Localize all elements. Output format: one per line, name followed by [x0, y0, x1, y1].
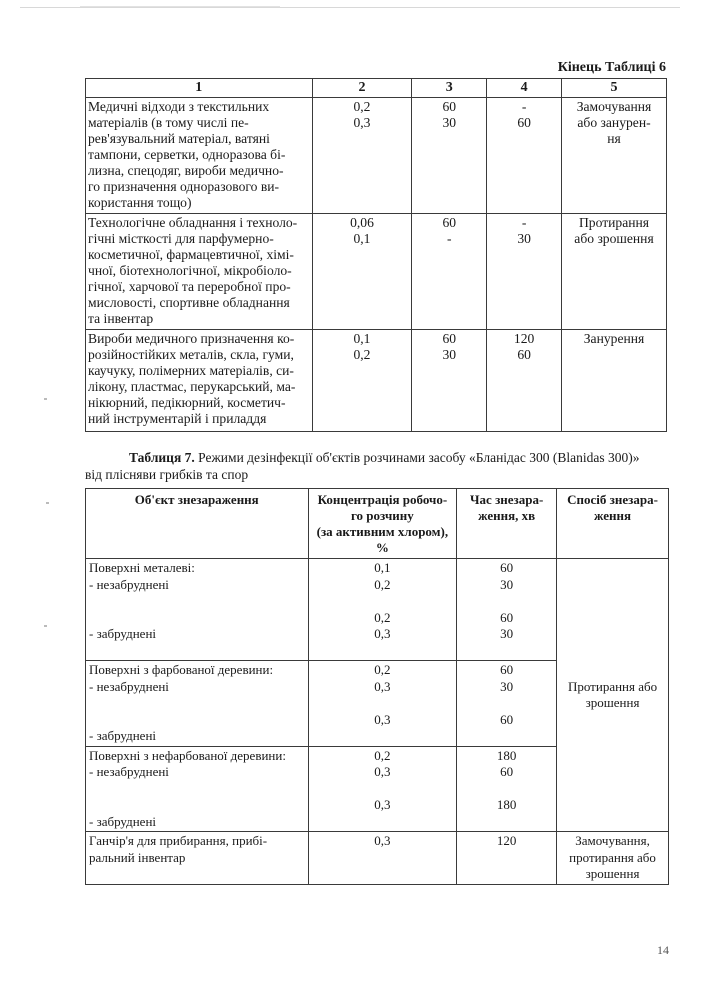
method-cell-line: Протирання або [567, 678, 658, 694]
object-subtype: - незабруднені [89, 576, 169, 592]
method-cell [562, 214, 667, 330]
value-cell-line: - [447, 231, 452, 246]
value-cell-line: 60 [442, 99, 457, 114]
concentration-cell-line: 0,2 [353, 347, 371, 362]
object-cell-line: Вироби медичного призначення ко- [88, 331, 295, 346]
concentration-value: 0,3 [374, 626, 391, 641]
time-cell [457, 661, 557, 747]
object-cell [86, 214, 313, 330]
scan-artifact-mark [44, 625, 47, 627]
table-7-title: Режими дезінфекції об'єктів розчинами засобу «Бланідас 300 (Blanidas 300)» [194, 450, 640, 465]
time-value: 60 [500, 560, 514, 575]
value-cell [412, 98, 487, 214]
time-cell [457, 746, 557, 832]
spacer [312, 593, 454, 610]
concentration-cell-line: 0,1 [353, 331, 371, 346]
header-line: Концентрація робочо- [317, 492, 448, 507]
table-header-row [86, 489, 669, 559]
header-line: го розчину [350, 508, 414, 523]
object-subtype: - забруднені [89, 813, 157, 829]
concentration-value: 0,3 [374, 678, 391, 694]
object-cell-line: Медичні відходи з текстильних [88, 99, 270, 114]
value-cell [487, 214, 562, 330]
method-cell-line: Занурення [583, 331, 645, 346]
scan-artifact-mark [44, 398, 47, 400]
table-7-caption [85, 449, 675, 483]
object-group-title: Поверхні з нефарбованої деревини: [89, 747, 286, 763]
table-row [86, 214, 667, 330]
value-cell-line: - [521, 99, 527, 114]
method-cell-line: або зрошення [574, 231, 654, 246]
spacer [89, 712, 305, 729]
time-value: 30 [500, 678, 514, 694]
object-subtype: - забруднені [89, 626, 157, 641]
time-value: 30 [500, 576, 514, 592]
object-cell-line: користання тощо) [88, 195, 192, 210]
object-cell-line: гічні місткості для парфумерно- [88, 231, 274, 246]
header-line: Час знезара- [470, 492, 544, 507]
concentration-cell-line: 0,2 [353, 99, 371, 114]
concentration-value: 0,3 [374, 711, 391, 727]
method-cell-line: протирання або [569, 849, 656, 865]
scan-artifact-line [20, 7, 680, 8]
concentration-cell [312, 98, 412, 214]
method-cell-line: зрошення [585, 866, 640, 881]
value-cell-line: - [521, 215, 527, 230]
spacer [89, 781, 305, 798]
concentration-cell-line: 0,3 [374, 833, 391, 848]
concentration-cell [308, 832, 457, 885]
header-line: % [375, 540, 389, 555]
spacer [89, 593, 305, 610]
header-line: ження, хв [478, 508, 536, 523]
time-cell [457, 559, 557, 661]
object-cell-line: чної, біотехнологічної, мікробіоло- [88, 263, 292, 278]
object-cell-line: ральний інвентар [89, 849, 186, 865]
object-cell-line: гічної, харчової та переробної про- [88, 279, 291, 294]
column-header: 1 [86, 79, 313, 98]
object-cell [86, 746, 309, 832]
concentration-value: 0,3 [374, 797, 391, 812]
concentration-cell [312, 214, 412, 330]
concentration-cell-line: 0,1 [353, 231, 371, 246]
concentration-value: 0,2 [374, 576, 391, 592]
value-cell [487, 98, 562, 214]
concentration-cell-line: 0,06 [350, 215, 374, 230]
method-cell-line: ня [607, 131, 621, 146]
concentration-cell [308, 559, 457, 661]
object-cell-line: рев'язувальний матеріал, ватяні [88, 131, 270, 146]
object-cell-line: каучуку, полімерних матеріалів, си- [88, 363, 294, 378]
object-cell [86, 330, 313, 432]
object-cell [86, 559, 309, 661]
object-group-title: Поверхні металеві: [89, 560, 195, 575]
method-cell [562, 98, 667, 214]
value-cell-line: 30 [442, 115, 457, 130]
method-cell [557, 559, 669, 832]
object-cell [86, 98, 313, 214]
spacer [312, 695, 454, 712]
spacer [460, 695, 553, 712]
value-cell-line: 120 [513, 331, 535, 346]
table-continuation-label: Кінець Таблиці 6 [557, 60, 666, 75]
scan-artifact-mark [46, 502, 49, 504]
value-cell-line: 60 [517, 115, 531, 130]
time-value: 30 [500, 626, 514, 641]
column-header-time [457, 489, 557, 559]
method-cell [562, 330, 667, 432]
spacer [460, 593, 553, 610]
header-line: Спосіб знезара- [567, 492, 658, 507]
method-cell-line: Протирання [578, 215, 650, 230]
table-row [86, 832, 669, 885]
value-cell [412, 214, 487, 330]
page-number: 14 [657, 943, 669, 957]
spacer [460, 781, 553, 798]
time-value: 180 [496, 747, 517, 763]
spacer [312, 781, 454, 798]
object-cell-line: Технологічне обладнання і техноло- [88, 215, 298, 230]
table-row [86, 98, 667, 214]
object-subtype: - незабруднені [89, 764, 169, 779]
spacer [89, 610, 305, 627]
value-cell-line: 60 [442, 331, 457, 346]
column-header-concentration [308, 489, 457, 559]
column-header: 3 [412, 79, 487, 98]
concentration-cell [308, 746, 457, 832]
table-7-label: Таблиця 7. [129, 450, 195, 465]
object-cell-line: ний інструментарій і приладдя [88, 411, 267, 426]
time-value: 180 [496, 797, 517, 812]
time-value: 60 [500, 662, 514, 677]
concentration-cell-line: 0,3 [353, 115, 371, 130]
method-cell-line: зрошення [585, 695, 640, 710]
value-cell-line: 60 [442, 215, 457, 230]
object-cell-line: та інвентар [88, 311, 154, 326]
table-row [86, 330, 667, 432]
spacer [89, 695, 305, 712]
object-cell-line: тампони, серветки, одноразова бі- [88, 147, 286, 162]
spacer [89, 643, 305, 660]
method-cell [557, 832, 669, 885]
table-7-title-cont: від плісняви грибків та спор [85, 467, 249, 482]
column-header-object: Об'єкт знезараження [86, 489, 309, 559]
column-header: 5 [562, 79, 667, 98]
header-line: (за активним хлором), [316, 524, 449, 539]
time-value: 60 [500, 711, 514, 727]
object-cell [86, 661, 309, 747]
object-cell-line: нікюрний, педікюрний, косметич- [88, 395, 286, 410]
header-line: ження [594, 508, 632, 523]
method-cell-line: Замочування [576, 99, 652, 114]
object-cell-line: го призначення одноразового ви- [88, 179, 280, 194]
time-value: 60 [500, 609, 514, 625]
object-cell-line: лизна, спецодяг, вироби медично- [88, 163, 284, 178]
time-value: 60 [500, 764, 514, 779]
object-subtype: - незабруднені [89, 678, 169, 694]
concentration-value: 0,2 [374, 609, 391, 625]
object-cell-line: лікону, пластмас, перукарський, ма- [88, 379, 296, 394]
object-cell-line: матеріалів (в тому числі пе- [88, 115, 249, 130]
table-7 [85, 488, 669, 885]
object-cell [86, 832, 309, 885]
object-cell-line: косметичної, фармацевтичної, хімі- [88, 247, 294, 262]
concentration-value: 0,2 [374, 662, 391, 677]
object-cell-line: мисловості, спортивне обладнання [88, 295, 290, 310]
value-cell [412, 330, 487, 432]
object-cell-line: розійностійких металів, скла, гуми, [88, 347, 294, 362]
concentration-value: 0,1 [374, 560, 391, 575]
time-cell-line: 120 [496, 833, 517, 848]
value-cell-line: 30 [442, 347, 457, 362]
value-cell [487, 330, 562, 432]
value-cell-line: 60 [517, 347, 531, 362]
column-header: 2 [312, 79, 412, 98]
concentration-cell [308, 661, 457, 747]
table-header-row [86, 79, 667, 98]
object-subtype: - забруднені [89, 728, 157, 743]
method-cell-line: або занурен- [577, 115, 651, 130]
concentration-value: 0,3 [374, 764, 391, 779]
method-cell-line: Замочування, [575, 833, 650, 848]
table-row [86, 559, 669, 661]
value-cell-line: 30 [517, 231, 531, 246]
time-cell [457, 832, 557, 885]
table-6 [85, 78, 667, 432]
object-cell-line: Ганчір'я для прибирання, прибі- [89, 833, 268, 848]
concentration-cell [312, 330, 412, 432]
column-header: 4 [487, 79, 562, 98]
column-header-method [557, 489, 669, 559]
object-group-title: Поверхні з фарбованої деревини: [89, 662, 274, 677]
spacer [89, 797, 305, 814]
concentration-value: 0,2 [374, 747, 391, 763]
